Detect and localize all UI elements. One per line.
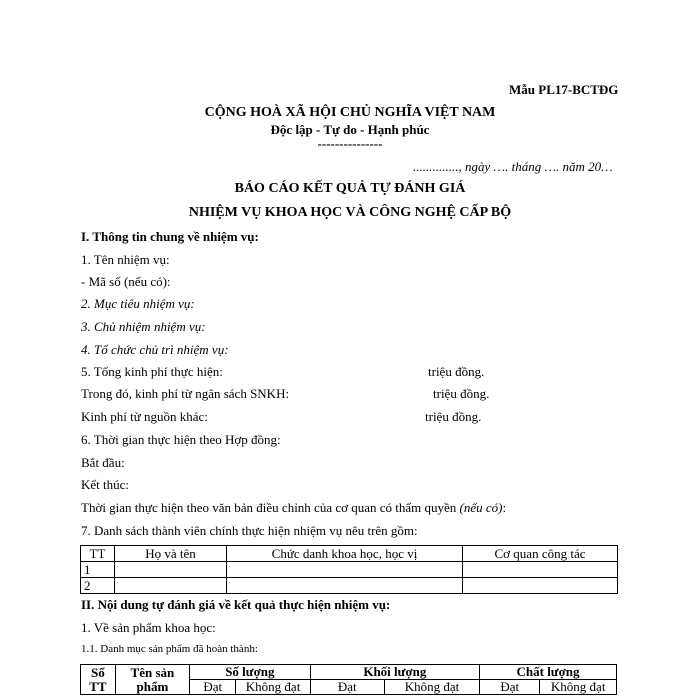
- other-budget-label: Kinh phí từ nguồn khác:: [81, 409, 208, 424]
- members-table: [80, 545, 618, 594]
- members-list-label: 7. Danh sách thành viên chính thực hiện nhiệm vụ nêu trên gồm:: [81, 523, 418, 538]
- state-budget-label: Trong đó, kinh phí từ ngân sách SNKH:: [81, 386, 290, 401]
- end-date-label: Kết thúc:: [81, 477, 130, 492]
- quantity-fail: Không đạt: [236, 680, 310, 695]
- scientific-products-label: 1. Về sản phẩm khoa học:: [81, 620, 216, 635]
- report-title-line1: BÁO CÁO KẾT QUẢ TỰ ĐÁNH GIÁ: [234, 181, 466, 196]
- state-budget-unit: triệu đồng.: [433, 386, 490, 401]
- member-workplace-cell: [463, 562, 618, 578]
- section1-heading: I. Thông tin chung về nhiệm vụ:: [81, 229, 259, 244]
- start-date-label: Bắt đầu:: [81, 455, 125, 470]
- table-row: [81, 562, 618, 578]
- total-budget-label: 5. Tổng kinh phí thực hiện:: [81, 364, 223, 379]
- task-name-label: 1. Tên nhiệm vụ:: [81, 252, 170, 267]
- products-table-header-row1: [81, 665, 617, 680]
- quality-fail: Không đạt: [540, 680, 617, 695]
- table-row: [81, 578, 618, 594]
- country-name: CỘNG HOÀ XÃ HỘI CHỦ NGHĨA VIỆT NAM: [204, 105, 496, 120]
- header-quantity: Số lượng: [190, 665, 311, 680]
- header-quality: Chất lượng: [480, 665, 617, 680]
- quantity-pass: Đạt: [190, 680, 236, 695]
- total-budget-unit: triệu đồng.: [428, 364, 485, 379]
- row-number: 1: [81, 562, 115, 578]
- header-product-no: Số TT: [81, 665, 116, 695]
- header-workplace: Cơ quan công tác: [463, 546, 618, 562]
- other-budget-unit: triệu đồng.: [425, 409, 482, 424]
- completed-products-label: 1.1. Danh mục sản phẩm đã hoàn thành:: [81, 643, 258, 655]
- date-line: .............., ngày …. tháng …. năm 20…: [413, 159, 613, 174]
- task-leader-label: 3. Chủ nhiệm nhiệm vụ:: [81, 319, 206, 334]
- contract-duration-label: 6. Thời gian thực hiện theo Hợp đồng:: [81, 432, 281, 447]
- member-name-cell: [115, 562, 227, 578]
- member-title-cell: [227, 562, 463, 578]
- national-motto: Độc lập - Tự do - Hạnh phúc: [270, 122, 430, 137]
- member-title-cell: [227, 578, 463, 594]
- header-product-name: Tên sản phẩm: [115, 665, 189, 695]
- member-name-cell: [115, 578, 227, 594]
- section2-heading: II. Nội dung tự đánh giá về kết quả thực hiện nhiệm vụ:: [81, 597, 391, 612]
- volume-fail: Không đạt: [384, 680, 479, 695]
- task-objective-label: 2. Mục tiêu nhiệm vụ:: [81, 296, 195, 311]
- members-table-header: [81, 546, 618, 562]
- volume-pass: Đạt: [310, 680, 384, 695]
- host-organization-label: 4. Tổ chức chủ trì nhiệm vụ:: [81, 342, 229, 357]
- header-full-name: Họ và tên: [115, 546, 227, 562]
- header-academic-title: Chức danh khoa học, học vị: [227, 546, 463, 562]
- motto-divider: ---------------: [317, 136, 383, 151]
- report-title-line2: NHIỆM VỤ KHOA HỌC VÀ CÔNG NGHỆ CẤP BỘ: [188, 205, 512, 220]
- row-number: 2: [81, 578, 115, 594]
- adjusted-duration-label: Thời gian thực hiện theo văn bản điều chỉnh của cơ quan có thẩm quyền (nếu có):: [81, 500, 507, 515]
- task-code-label: - Mã số (nếu có):: [81, 274, 171, 289]
- header-volume: Khối lượng: [310, 665, 479, 680]
- products-table: [80, 664, 617, 695]
- form-code: Mẫu PL17-BCTĐG: [509, 82, 619, 97]
- quality-pass: Đạt: [480, 680, 540, 695]
- member-workplace-cell: [463, 578, 618, 594]
- header-tt: TT: [81, 546, 115, 562]
